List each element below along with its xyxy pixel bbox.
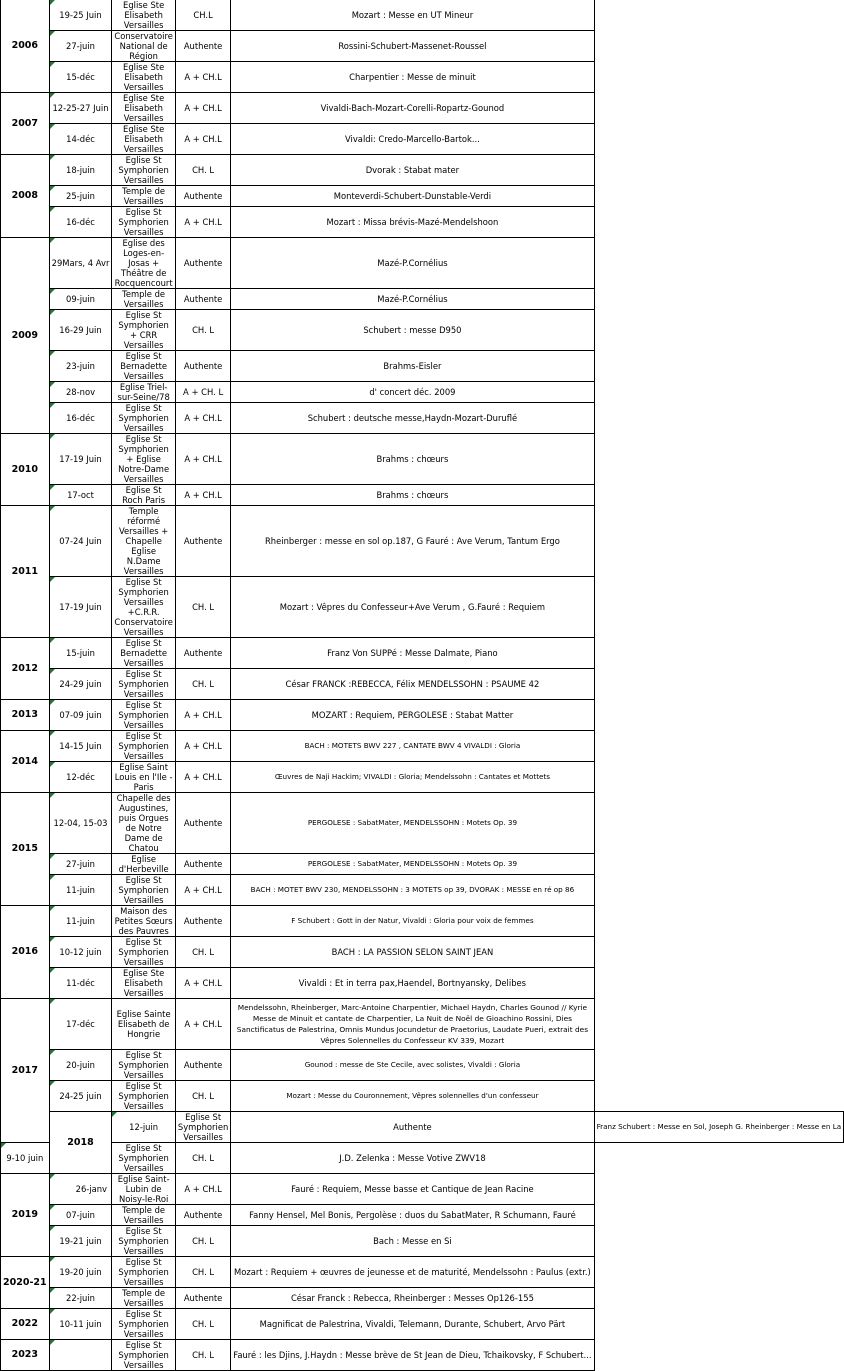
table-row <box>1 700 844 731</box>
date-cell[interactable]: 17-déc <box>49 999 112 1050</box>
ensemble-cell[interactable]: A + CH.L <box>175 403 230 434</box>
ensemble-cell[interactable]: A + CH.L <box>175 207 230 238</box>
ensemble-cell[interactable]: A + CH.L <box>175 700 230 731</box>
table-row <box>1 1309 844 1340</box>
table-row <box>1 875 844 906</box>
place-cell[interactable]: Eglise St Symphorien Versailles <box>112 731 175 762</box>
place-cell[interactable]: Conservatoire National de Région <box>112 31 175 62</box>
table-row <box>1 577 844 638</box>
year-cell[interactable]: 2022 <box>1 1309 50 1340</box>
table-row <box>1 638 844 669</box>
date-cell[interactable]: 22-juin <box>49 1288 112 1309</box>
place-cell[interactable]: Eglise Ste Elisabeth Versailles <box>112 0 175 31</box>
date-cell[interactable]: 17-19 Juin <box>49 434 112 485</box>
program-cell[interactable]: Vivaldi : Et in terra pax,Haendel, Bortnyansky, Delibes <box>231 968 594 999</box>
table-row <box>1 62 844 93</box>
place-cell[interactable]: Eglise St Symphorien Versailles <box>112 669 175 700</box>
table-row <box>1 854 844 875</box>
program-cell[interactable]: Brahms : chœurs <box>231 434 594 485</box>
ensemble-cell[interactable]: Authente <box>175 506 230 577</box>
program-cell[interactable]: Œuvres de Naji Hackim; VIVALDI : Gloria; Mendelssohn : Cantates et Mottets <box>231 762 594 793</box>
date-cell[interactable]: 26-janv <box>49 1174 112 1205</box>
program-cell[interactable]: Franz Schubert : Messe en Sol, Joseph G. Rheinberger : Messe en La <box>594 1112 844 1143</box>
ensemble-cell[interactable]: A + CH.L <box>175 62 230 93</box>
table-row <box>1 906 844 937</box>
program-cell[interactable]: Brahms-Eisler <box>231 351 594 382</box>
program-cell[interactable]: Dvorak : Stabat mater <box>231 155 594 186</box>
date-cell[interactable]: 27-juin <box>49 31 112 62</box>
table-row <box>1 403 844 434</box>
year-cell[interactable]: 2013 <box>1 700 50 731</box>
program-cell[interactable]: PERGOLESE : SabatMater, MENDELSSOHN : Motets Op. 39 <box>231 793 594 854</box>
place-cell[interactable]: Eglise Saint-Lubin de Noisy-le-Roi <box>112 1174 175 1205</box>
year-cell[interactable]: 2019 <box>1 1174 50 1257</box>
year-cell[interactable]: 2014 <box>1 731 50 793</box>
year-cell[interactable]: 2015 <box>1 793 50 906</box>
ensemble-cell[interactable]: Authente <box>175 793 230 854</box>
ensemble-cell[interactable]: CH. L <box>175 1340 230 1371</box>
ensemble-cell[interactable]: CH. L <box>175 669 230 700</box>
place-cell[interactable]: Eglise St Symphorien Versailles <box>112 937 175 968</box>
place-cell[interactable]: Temple de Versailles <box>112 186 175 207</box>
place-cell[interactable]: Temple réformé Versailles + Chapelle Eglise N.Dame Versailles <box>112 506 175 577</box>
program-cell[interactable]: Mozart : Missa brévis-Mazé-Mendelshoon <box>231 207 594 238</box>
date-cell[interactable]: 24-29 juin <box>49 669 112 700</box>
place-cell[interactable]: Eglise St Symphorien Versailles <box>112 1257 175 1288</box>
place-cell[interactable]: Eglise St Symphorien + Eglise Notre-Dame Versailles <box>112 434 175 485</box>
date-cell[interactable]: 12-04, 15-03 <box>49 793 112 854</box>
table-row <box>1 0 844 31</box>
place-cell[interactable]: Temple de Versailles <box>112 289 175 310</box>
table-row <box>1 289 844 310</box>
year-cell[interactable]: 2008 <box>1 155 50 238</box>
year-cell[interactable]: 2009 <box>1 238 50 434</box>
year-cell[interactable]: 2018 <box>49 1112 112 1174</box>
ensemble-cell[interactable]: Authente <box>175 238 230 289</box>
place-cell[interactable]: Eglise St Symphorien Versailles +C.R.R. Conservatoire Versailles <box>112 577 175 638</box>
date-cell[interactable]: 27-juin <box>49 854 112 875</box>
program-cell[interactable]: César FRANCK :REBECCA, Félix MENDELSSOHN : PSAUME 42 <box>231 669 594 700</box>
place-cell[interactable]: Eglise Ste Elisabeth Versailles <box>112 968 175 999</box>
table-row <box>1 1143 844 1174</box>
date-cell[interactable]: 07-juin <box>49 1205 112 1226</box>
place-cell[interactable]: Chapelle des Augustines, puis Orgues de Notre Dame de Chatou <box>112 793 175 854</box>
table-row <box>1 382 844 403</box>
table-row <box>1 793 844 854</box>
table-row <box>1 93 844 124</box>
table-row <box>1 1174 844 1205</box>
ensemble-cell[interactable]: Authente <box>231 1112 594 1143</box>
date-cell[interactable]: 07-09 juin <box>49 700 112 731</box>
date-cell[interactable]: 10-12 juin <box>49 937 112 968</box>
table-row <box>1 1050 844 1081</box>
place-cell[interactable]: Eglise St Symphorien Versailles <box>112 1143 175 1174</box>
ensemble-cell[interactable]: A + CH.L <box>175 999 230 1050</box>
program-cell[interactable]: Mozart : Requiem + œuvres de jeunesse et de maturité, Mendelssohn : Paulus (extr.) <box>231 1257 594 1288</box>
date-cell[interactable]: 16-déc <box>49 207 112 238</box>
ensemble-cell[interactable]: A + CH. L <box>175 382 230 403</box>
place-cell[interactable]: Eglise St Symphorien Versailles <box>112 875 175 906</box>
table-row <box>1 1288 844 1309</box>
date-cell[interactable]: 19-21 juin <box>49 1226 112 1257</box>
place-cell[interactable]: Eglise St Symphorien Versailles <box>112 1309 175 1340</box>
table-row <box>1 1340 844 1371</box>
program-cell[interactable]: Brahms : chœurs <box>231 485 594 506</box>
program-cell[interactable]: Vivaldi-Bach-Mozart-Corelli-Ropartz-Gounod <box>231 93 594 124</box>
date-cell[interactable]: 29Mars, 4 Avr <box>49 238 112 289</box>
program-cell[interactable]: Rossini-Schubert-Massenet-Roussel <box>231 31 594 62</box>
table-row <box>1 999 844 1050</box>
place-cell[interactable]: Temple de Versailles <box>112 1205 175 1226</box>
ensemble-cell[interactable]: Authente <box>175 351 230 382</box>
ensemble-cell[interactable]: CH. L <box>175 1226 230 1257</box>
program-cell[interactable]: Fanny Hensel, Mel Bonis, Pergolèse : duos du SabatMater, R Schumann, Fauré <box>231 1205 594 1226</box>
place-cell[interactable]: Eglise Triel-sur-Seine/78 <box>112 382 175 403</box>
date-cell[interactable]: 16-29 Juin <box>49 310 112 351</box>
table-row <box>1 1226 844 1257</box>
ensemble-cell[interactable]: Authente <box>175 854 230 875</box>
ensemble-cell[interactable]: CH.L <box>175 0 230 31</box>
date-cell[interactable]: 12-juin <box>112 1112 175 1143</box>
ensemble-cell[interactable]: Authente <box>175 186 230 207</box>
table-row <box>1 669 844 700</box>
program-cell[interactable]: F Schubert : Gott in der Natur, Vivaldi : Gloria pour voix de femmes <box>231 906 594 937</box>
place-cell[interactable]: Maison des Petites Sœurs des Pauvres <box>112 906 175 937</box>
ensemble-cell[interactable]: A + CH.L <box>175 968 230 999</box>
ensemble-cell[interactable]: CH. L <box>175 1081 230 1112</box>
place-cell[interactable]: Eglise Ste Elisabeth Versailles <box>112 124 175 155</box>
ensemble-cell[interactable]: Authente <box>175 1050 230 1081</box>
program-cell[interactable]: J.D. Zelenka : Messe Votive ZWV18 <box>231 1143 594 1174</box>
date-cell[interactable]: 07-24 Juin <box>49 506 112 577</box>
ensemble-cell[interactable]: A + CH.L <box>175 434 230 485</box>
year-cell[interactable]: 2010 <box>1 434 50 506</box>
place-cell[interactable]: Eglise St Symphorien Versailles <box>112 1340 175 1371</box>
date-cell[interactable]: 10-11 juin <box>49 1309 112 1340</box>
date-cell[interactable]: 11-juin <box>49 906 112 937</box>
date-cell[interactable]: 09-juin <box>49 289 112 310</box>
ensemble-cell[interactable]: Authente <box>175 289 230 310</box>
date-cell[interactable]: 19-25 Juin <box>49 0 112 31</box>
date-cell[interactable]: 17-19 Juin <box>49 577 112 638</box>
ensemble-cell[interactable]: A + CH.L <box>175 1174 230 1205</box>
ensemble-cell[interactable]: CH. L <box>175 1257 230 1288</box>
place-cell[interactable]: Eglise St Symphorien Versailles <box>112 1226 175 1257</box>
program-cell[interactable]: Mazé-P.Cornélius <box>231 238 594 289</box>
table-row <box>1 186 844 207</box>
year-cell[interactable]: 2006 <box>1 0 50 93</box>
date-cell[interactable]: 11-juin <box>49 875 112 906</box>
program-cell[interactable]: Mazé-P.Cornélius <box>231 289 594 310</box>
year-cell[interactable]: 2011 <box>1 506 50 638</box>
date-cell[interactable]: 19-20 juin <box>49 1257 112 1288</box>
table-row <box>1 762 844 793</box>
place-cell[interactable]: Eglise Ste Elisabeth Versailles <box>112 93 175 124</box>
date-cell[interactable]: 12-déc <box>49 762 112 793</box>
place-cell[interactable]: Eglise des Loges-en-Josas + Théâtre de Rocquencourt <box>112 238 175 289</box>
date-cell[interactable]: 18-juin <box>49 155 112 186</box>
table-row <box>1 1081 844 1112</box>
date-cell[interactable]: 28-nov <box>49 382 112 403</box>
program-cell[interactable]: MOZART : Requiem, PERGOLESE : Stabat Matter <box>231 700 594 731</box>
place-cell[interactable]: Eglise St Symphorien Versailles <box>112 1050 175 1081</box>
table-row <box>1 31 844 62</box>
ensemble-cell[interactable]: Authente <box>175 31 230 62</box>
date-cell[interactable]: 17-oct <box>49 485 112 506</box>
date-cell[interactable]: 15-déc <box>49 62 112 93</box>
table-row <box>1 207 844 238</box>
program-cell[interactable]: PERGOLESE : SabatMater, MENDELSSOHN : Motets Op. 39 <box>231 854 594 875</box>
year-cell[interactable]: 2020-21 <box>1 1257 50 1309</box>
place-cell[interactable]: Eglise St Symphorien + CRR Versailles <box>112 310 175 351</box>
program-cell[interactable]: César Franck : Rebecca, Rheinberger : Messes Op126-155 <box>231 1288 594 1309</box>
ensemble-cell[interactable]: CH. L <box>175 310 230 351</box>
table-row <box>1 968 844 999</box>
program-cell[interactable]: Mozart : Messe en UT Mineur <box>231 0 594 31</box>
place-cell[interactable]: Eglise St Symphorien Versailles <box>112 700 175 731</box>
date-cell[interactable]: 12-25-27 Juin <box>49 93 112 124</box>
program-cell[interactable]: Mendelssohn, Rheinberger, Marc-Antoine Charpentier, Michael Haydn, Charles Gounod // Kyrie Messe de Minuit et cantate de Charpentier, La Nuit de Noël de Gioachino Rossini, Dies Sanctificatus de Palestrina, Omnis Mundus Jocundetur de Praetorius, Laudate Pueri, extrait des Vêpres Solennelles du Confesseur KV 339, Mozart <box>231 999 594 1050</box>
place-cell[interactable]: Eglise Ste Elisabeth Versailles <box>112 62 175 93</box>
ensemble-cell[interactable]: CH. L <box>175 937 230 968</box>
place-cell[interactable]: Eglise St Symphorien Versailles <box>112 155 175 186</box>
program-cell[interactable]: Bach : Messe en Si <box>231 1226 594 1257</box>
date-cell[interactable]: 15-juin <box>49 638 112 669</box>
place-cell[interactable]: Eglise St Bernadette Versailles <box>112 351 175 382</box>
ensemble-cell[interactable]: CH. L <box>175 577 230 638</box>
year-cell[interactable]: 2017 <box>1 999 50 1143</box>
table-row <box>1 351 844 382</box>
place-cell[interactable]: Eglise St Symphorien Versailles <box>112 1081 175 1112</box>
program-cell[interactable]: Gounod : messe de Ste Cecile, avec solistes, Vivaldi : Gloria <box>231 1050 594 1081</box>
program-cell[interactable]: d' concert déc. 2009 <box>231 382 594 403</box>
program-cell[interactable]: Monteverdi-Schubert-Dunstable-Verdi <box>231 186 594 207</box>
date-cell[interactable]: 24-25 juin <box>49 1081 112 1112</box>
date-cell[interactable]: 25-juin <box>49 186 112 207</box>
ensemble-cell[interactable]: Authente <box>175 906 230 937</box>
year-cell[interactable]: 2023 <box>1 1340 50 1371</box>
program-cell[interactable]: Rheinberger : messe en sol op.187, G Fauré : Ave Verum, Tantum Ergo <box>231 506 594 577</box>
table-row <box>1 310 844 351</box>
ensemble-cell[interactable]: Authente <box>175 638 230 669</box>
place-cell[interactable]: Temple de Versailles <box>112 1288 175 1309</box>
table-row <box>1 155 844 186</box>
year-cell[interactable]: 2007 <box>1 93 50 155</box>
program-cell[interactable]: Schubert : messe D950 <box>231 310 594 351</box>
program-cell[interactable]: BACH : MOTETS BWV 227 , CANTATE BWV 4 VIVALDI : Gloria <box>231 731 594 762</box>
date-cell[interactable]: 23-juin <box>49 351 112 382</box>
place-cell[interactable]: Eglise St Bernadette Versailles <box>112 638 175 669</box>
date-cell[interactable]: 9-10 juin <box>1 1143 50 1174</box>
program-cell[interactable]: Schubert : deutsche messe,Haydn-Mozart-Duruflé <box>231 403 594 434</box>
program-cell[interactable]: BACH : LA PASSION SELON SAINT JEAN <box>231 937 594 968</box>
ensemble-cell[interactable]: CH. L <box>175 1309 230 1340</box>
date-cell[interactable]: 16-déc <box>49 403 112 434</box>
ensemble-cell[interactable]: Authente <box>175 1205 230 1226</box>
ensemble-cell[interactable]: A + CH.L <box>175 731 230 762</box>
table-row <box>1 1205 844 1226</box>
concert-table-body <box>1 0 844 1371</box>
place-cell[interactable]: Eglise St Symphorien Versailles <box>112 207 175 238</box>
table-row <box>1 124 844 155</box>
place-cell[interactable]: Eglise St Symphorien Versailles <box>175 1112 230 1143</box>
table-row <box>1 1257 844 1288</box>
ensemble-cell[interactable]: Authente <box>175 1288 230 1309</box>
program-cell[interactable]: Charpentier : Messe de minuit <box>231 62 594 93</box>
ensemble-cell[interactable]: A + CH.L <box>175 124 230 155</box>
ensemble-cell[interactable]: CH. L <box>175 1143 230 1174</box>
program-cell[interactable]: BACH : MOTET BWV 230, MENDELSSOHN : 3 MOTETS op 39, DVORAK : MESSE en ré op 86 <box>231 875 594 906</box>
program-cell[interactable]: Magnificat de Palestrina, Vivaldi, Telemann, Durante, Schubert, Arvo Pärt <box>231 1309 594 1340</box>
ensemble-cell[interactable]: A + CH.L <box>175 875 230 906</box>
ensemble-cell[interactable]: A + CH.L <box>175 485 230 506</box>
ensemble-cell[interactable]: A + CH.L <box>175 93 230 124</box>
date-cell[interactable]: 14-déc <box>49 124 112 155</box>
table-row <box>1 937 844 968</box>
year-cell[interactable]: 2012 <box>1 638 50 700</box>
date-cell[interactable]: 11-déc <box>49 968 112 999</box>
table-row <box>1 434 844 485</box>
program-cell[interactable]: Mozart : Messe du Couronnement, Vêpres solennelles d'un confesseur <box>231 1081 594 1112</box>
place-cell[interactable]: Eglise Sainte Elisabeth de Hongrie <box>112 999 175 1050</box>
place-cell[interactable]: Eglise St Roch Paris <box>112 485 175 506</box>
program-cell[interactable]: Fauré : Requiem, Messe basse et Cantique de Jean Racine <box>231 1174 594 1205</box>
table-row <box>1 1112 844 1143</box>
table-row <box>1 731 844 762</box>
place-cell[interactable]: Eglise St Symphorien Versailles <box>112 403 175 434</box>
ensemble-cell[interactable]: CH. L <box>175 155 230 186</box>
table-row <box>1 238 844 289</box>
date-cell[interactable] <box>49 1340 112 1371</box>
year-cell[interactable]: 2016 <box>1 906 50 999</box>
table-row <box>1 485 844 506</box>
place-cell[interactable]: Eglise Saint Louis en l'Ile - Paris <box>112 762 175 793</box>
ensemble-cell[interactable]: A + CH.L <box>175 762 230 793</box>
table-row <box>1 506 844 577</box>
program-cell[interactable]: Fauré : les Djins, J.Haydn : Messe brève de St Jean de Dieu, Tchaikovsky, F Schubert... <box>231 1340 594 1371</box>
date-cell[interactable]: 14-15 Juin <box>49 731 112 762</box>
program-cell[interactable]: Franz Von SUPPé : Messe Dalmate, Piano <box>231 638 594 669</box>
program-cell[interactable]: Mozart : Vêpres du Confesseur+Ave Verum , G.Fauré : Requiem <box>231 577 594 638</box>
program-cell[interactable]: Vivaldi: Credo-Marcello-Bartok... <box>231 124 594 155</box>
date-cell[interactable]: 20-juin <box>49 1050 112 1081</box>
place-cell[interactable]: Eglise d'Herbeville <box>112 854 175 875</box>
